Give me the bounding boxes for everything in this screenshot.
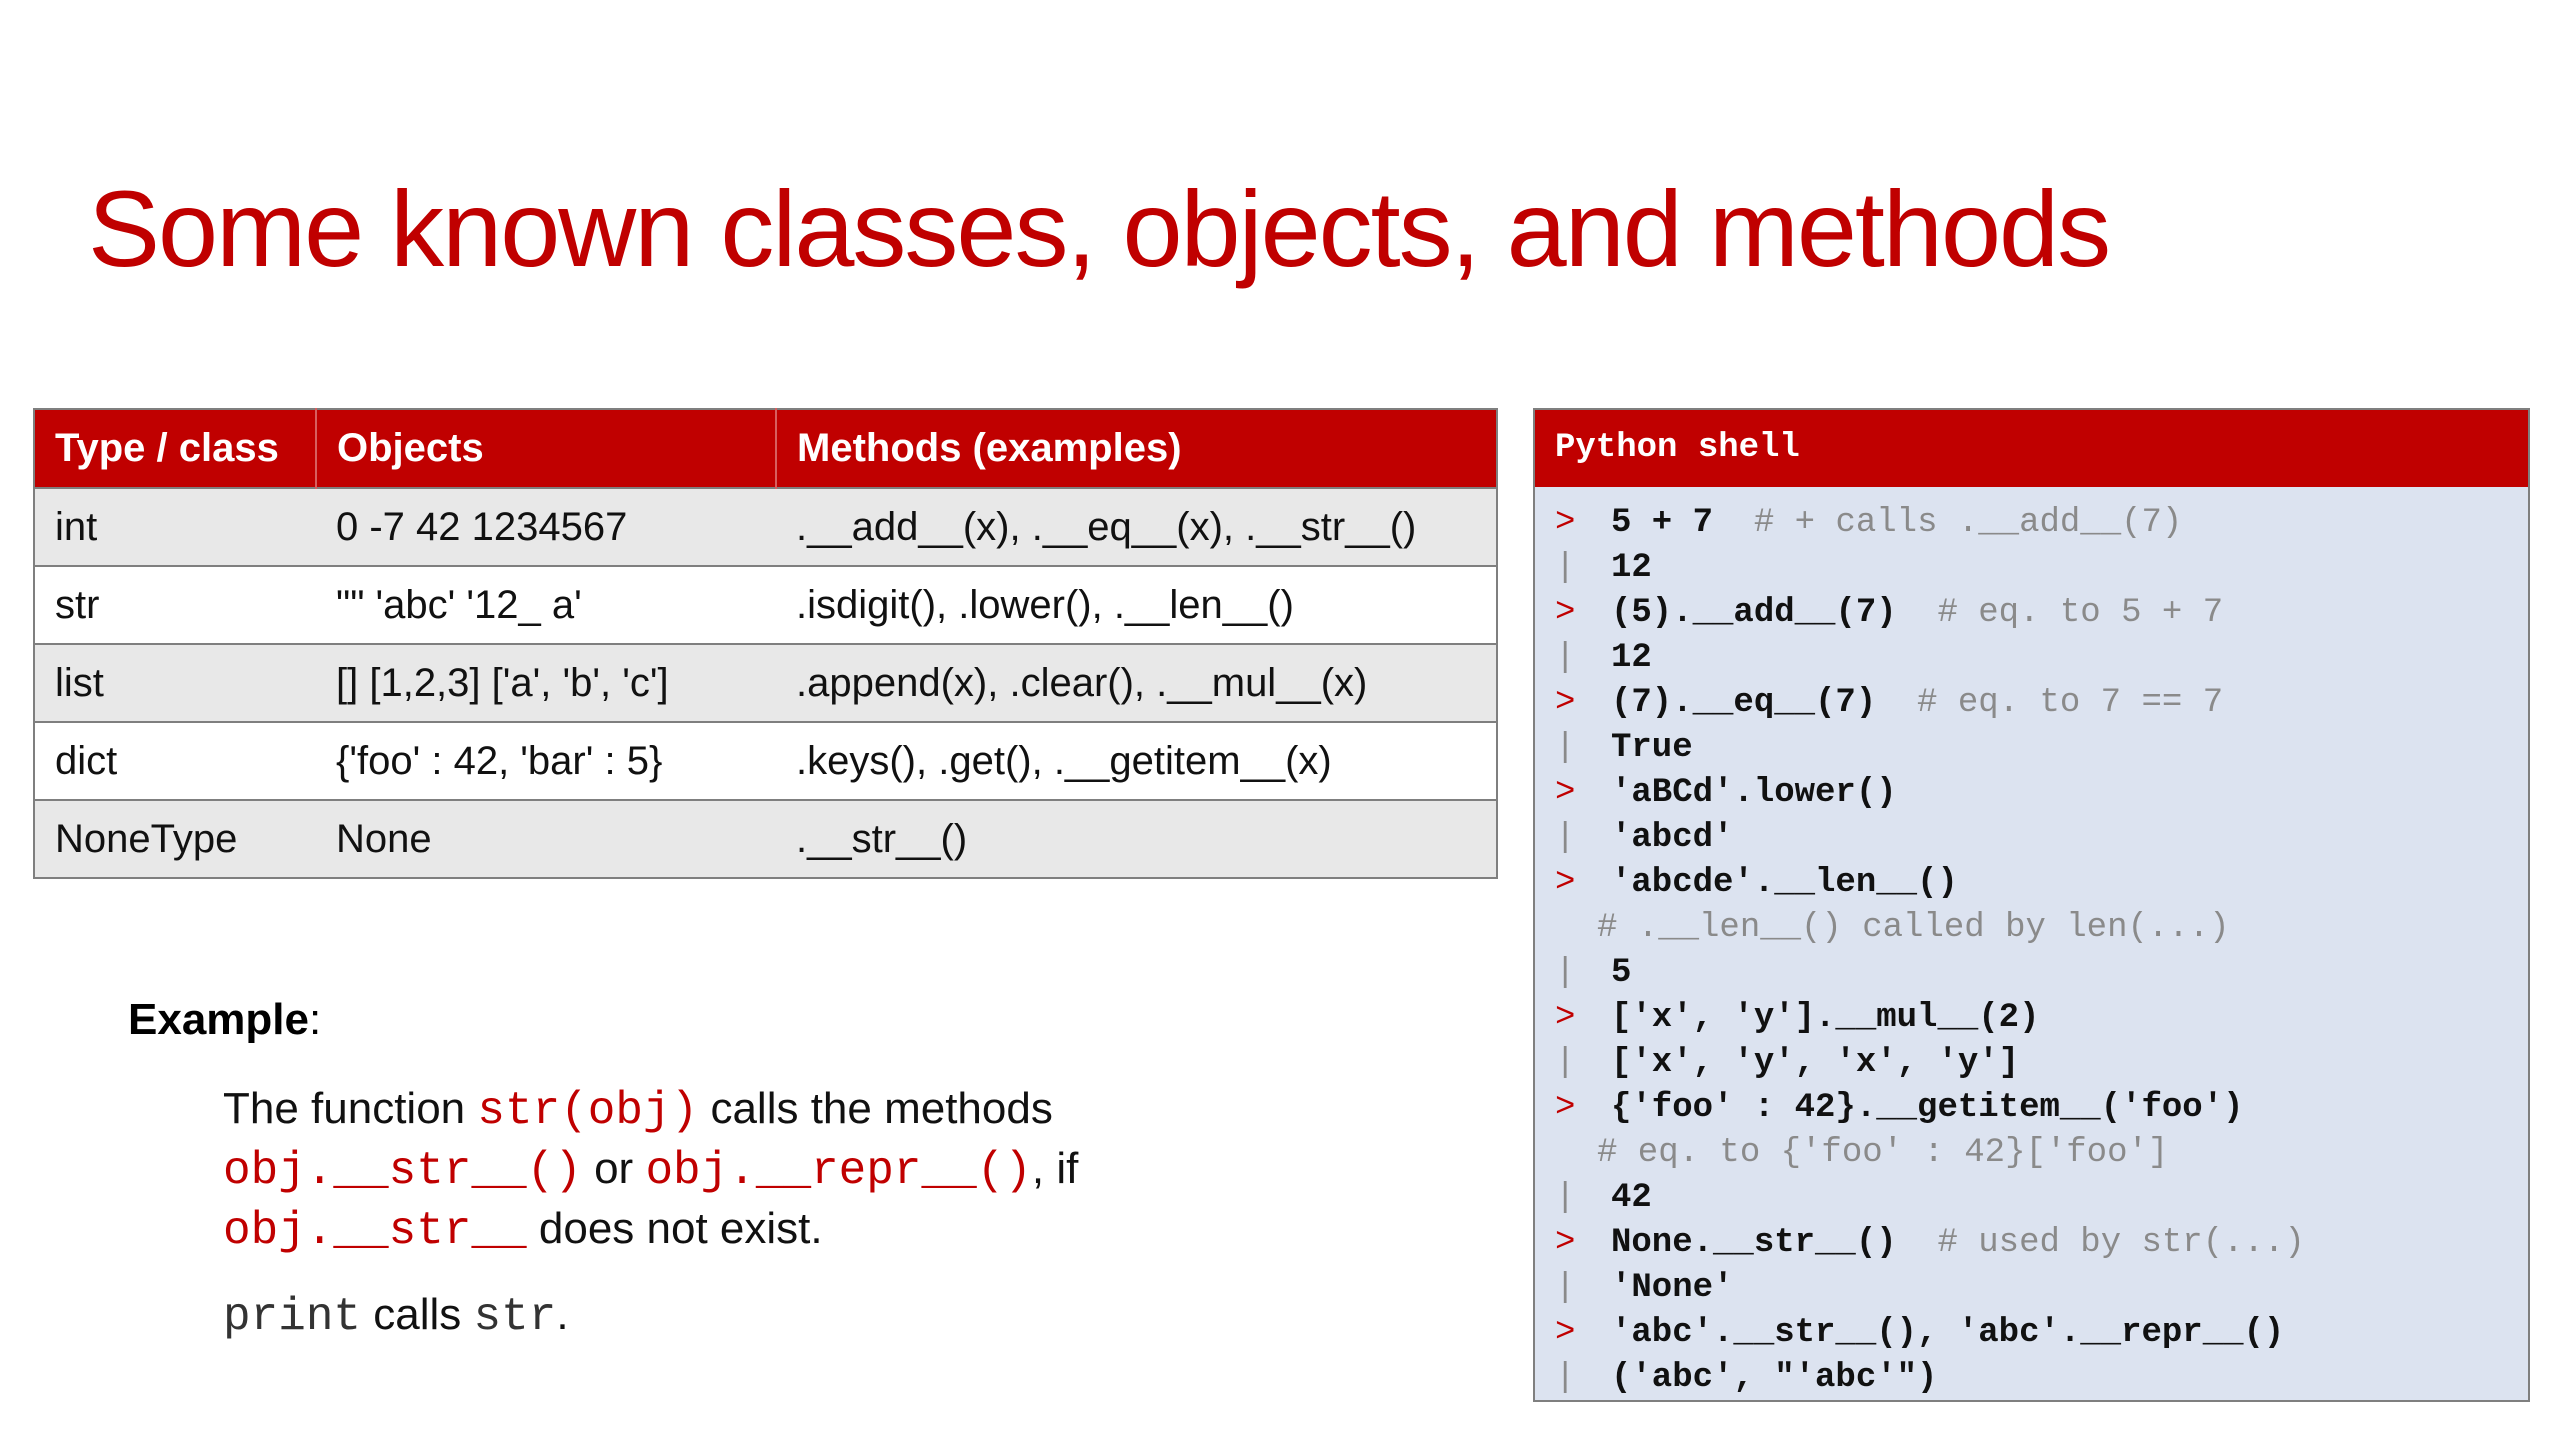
cell-objects: "" 'abc' '12_ a' [316,566,776,644]
shell-input-line [1535,1311,2528,1356]
example-heading-label: Example [128,995,309,1044]
example-text: The function [223,1084,478,1133]
shell-input-line [1535,1221,2528,1266]
cell-objects: [] [1,2,3] ['a', 'b', 'c'] [316,644,776,722]
shell-code [1597,1131,2168,1176]
cell-objects: None [316,800,776,878]
shell-output-line [1535,546,2528,591]
prompt-icon: > [1555,1314,1576,1352]
example-code-str-attr: obj.__str__ [223,1205,527,1257]
header-methods: Methods (examples) [776,409,1497,488]
shell-comment: # eq. to 7 == 7 [1876,684,2224,722]
slide-title: Some known classes, objects, and methods [88,168,2110,289]
table-row [34,644,1497,722]
prompt-icon: > [1555,999,1576,1037]
cell-type: int [34,488,316,566]
shell-code-text: 'abcde'.__len__() [1611,864,1958,902]
example-heading-colon: : [308,995,322,1044]
example-code-str-method: obj.__str__() [223,1145,582,1197]
shell-code-text: 12 [1611,549,1652,587]
output-bar-icon: | [1555,954,1576,992]
shell-code [1611,996,2039,1041]
example-text: , if [1031,1144,1079,1193]
cell-methods: .__str__() [776,800,1497,878]
cell-objects: {'foo' : 42, 'bar' : 5} [316,722,776,800]
example-text: calls the methods [698,1084,1053,1133]
shell-code [1611,1041,2019,1086]
shell-code [1611,816,1733,861]
example-text: . [556,1290,569,1339]
shell-input-line [1535,861,2528,906]
shell-input-line [1535,501,2528,546]
cell-type: dict [34,722,316,800]
header-objects: Objects [316,409,776,488]
prompt-icon: > [1555,1089,1576,1127]
example-line-3 [223,1200,1323,1260]
output-bar-icon: | [1555,1269,1576,1307]
example-heading [128,995,321,1045]
shell-lines [1535,487,2528,1401]
output-bar-icon: | [1555,819,1576,857]
shell-input-line [1535,771,2528,816]
shell-code-text: ['x', 'y'].__mul__(2) [1611,999,2040,1037]
shell-comment: # used by str(...) [1896,1224,2305,1262]
shell-input-line [1535,1086,2528,1131]
shell-code [1611,546,1652,591]
shell-output-line [1535,1041,2528,1086]
shell-input-line [1535,996,2528,1041]
output-bar-icon: | [1555,1044,1576,1082]
output-bar-icon: | [1555,1179,1576,1217]
shell-input-line [1535,591,2528,636]
table-header-row [34,409,1497,488]
shell-output-line [1535,1266,2528,1311]
shell-code-text: ['x', 'y', 'x', 'y'] [1611,1044,2020,1082]
output-bar-icon: | [1555,729,1576,767]
prompt-icon: > [1555,1224,1576,1262]
shell-output-line [1535,1356,2528,1401]
types-table [33,408,1498,879]
table-row [34,566,1497,644]
example-line-2 [223,1140,1323,1200]
shell-code-text: 5 [1611,954,1632,992]
example-text: calls [361,1290,474,1339]
shell-code-text: (5).__add__(7) [1611,594,1897,632]
python-shell-panel [1533,408,2530,1402]
shell-comment: # .__len__() called by len(...) [1597,909,2230,947]
shell-code [1611,1266,1733,1311]
shell-code [1611,501,2182,546]
example-code-str-obj: str(obj) [477,1085,699,1137]
cell-type: str [34,566,316,644]
example-text: does not exist. [526,1204,823,1253]
shell-comment-line [1535,1131,2528,1176]
table-row [34,488,1497,566]
shell-input-line [1535,681,2528,726]
example-text: or [581,1144,646,1193]
prompt-icon: > [1555,864,1576,902]
example-print-line [223,1286,1323,1346]
cell-methods: .isdigit(), .lower(), .__len__() [776,566,1497,644]
cell-type: list [34,644,316,722]
prompt-icon: > [1555,504,1576,542]
shell-code [1611,681,2223,726]
shell-code [1611,1176,1652,1221]
shell-code [1611,1086,2244,1131]
shell-output-line [1535,816,2528,861]
shell-comment: # eq. to 5 + 7 [1896,594,2224,632]
shell-code [1597,906,2230,951]
shell-code [1611,1356,1937,1401]
shell-output-line [1535,726,2528,771]
shell-output-line [1535,1176,2528,1221]
shell-output-line [1535,636,2528,681]
shell-code-text: {'foo' : 42}.__getitem__('foo') [1611,1089,2244,1127]
shell-comment: # eq. to {'foo' : 42}['foo'] [1597,1134,2169,1172]
shell-code [1611,1221,2305,1266]
example-body [223,1080,1323,1346]
header-type: Type / class [34,409,316,488]
prompt-icon: > [1555,774,1576,812]
cell-methods: .append(x), .clear(), .__mul__(x) [776,644,1497,722]
shell-code [1611,636,1652,681]
shell-comment: # + calls .__add__(7) [1713,504,2183,542]
shell-code [1611,951,1631,996]
cell-methods: .keys(), .get(), .__getitem__(x) [776,722,1497,800]
shell-code-text: 42 [1611,1179,1652,1217]
shell-code-text: 'aBCd'.lower() [1611,774,1897,812]
shell-code-text: True [1611,729,1693,767]
shell-code [1611,861,1958,906]
shell-code-text: 'abc'.__str__(), 'abc'.__repr__() [1611,1314,2285,1352]
cell-type: NoneType [34,800,316,878]
table-row [34,800,1497,878]
shell-code-text: None.__str__() [1611,1224,1897,1262]
output-bar-icon: | [1555,639,1576,677]
shell-code-text: 'abcd' [1611,819,1734,857]
output-bar-icon: | [1555,549,1576,587]
prompt-icon: > [1555,684,1576,722]
shell-code [1611,726,1693,771]
cell-objects: 0 -7 42 1234567 [316,488,776,566]
example-line-1 [223,1080,1323,1140]
shell-code-text: (7).__eq__(7) [1611,684,1877,722]
example-code-print: print [223,1291,362,1343]
shell-code-text: 12 [1611,639,1652,677]
cell-methods: .__add__(x), .__eq__(x), .__str__() [776,488,1497,566]
output-bar-icon: | [1555,1359,1576,1397]
shell-code [1611,1311,2284,1356]
example-code-str: str [473,1291,557,1343]
shell-output-line [1535,951,2528,996]
shell-code-text: 5 + 7 [1611,504,1714,542]
shell-comment-line [1535,906,2528,951]
shell-title: Python shell [1535,410,2528,487]
prompt-icon: > [1555,594,1576,632]
example-code-repr-method: obj.__repr__() [645,1145,1032,1197]
shell-code [1611,771,1897,816]
shell-code-text: 'None' [1611,1269,1734,1307]
table-row [34,722,1497,800]
shell-code [1611,591,2223,636]
shell-code-text: ('abc', "'abc'") [1611,1359,1938,1397]
